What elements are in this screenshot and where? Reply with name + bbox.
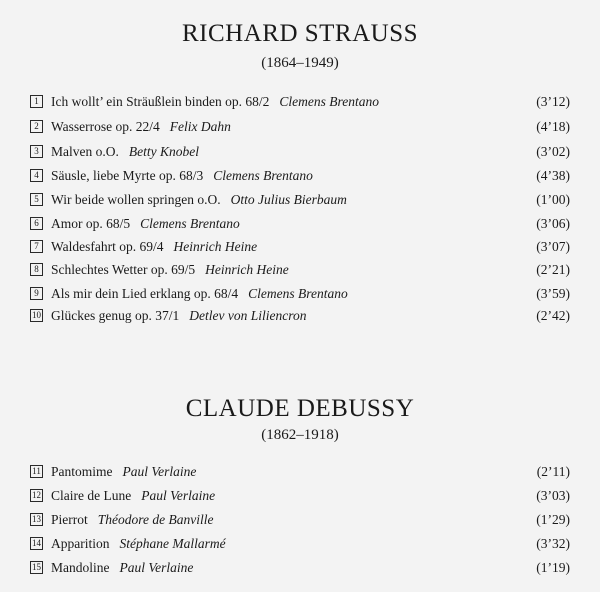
track-duration: (1’29) [536,512,570,527]
track-row [30,284,570,304]
track-number: 7 [30,240,43,253]
track-row [30,92,570,112]
track-duration: (3’32) [536,536,570,551]
track-title: Waldesfahrt op. 69/4 [51,239,164,254]
track-number: 3 [30,145,43,158]
track-row [30,558,570,578]
track-title: Apparition [51,536,110,551]
track-duration: (2’21) [536,262,570,277]
track-poet: Paul Verlaine [122,464,197,479]
track-row [30,462,570,482]
track-duration: (2’42) [536,308,570,323]
debussy-heading: CLAUDE DEBUSSY [185,395,415,422]
track-number: 6 [30,217,43,230]
track-duration: (4’18) [536,119,570,134]
track-number: 5 [30,193,43,206]
track-poet: Felix Dahn [169,119,231,134]
track-row [30,166,570,186]
strauss-heading: RICHARD STRAUSS [181,20,419,47]
track-row [30,117,570,137]
track-number: 11 [30,465,43,478]
strauss-dates: (1864–1949) [261,55,339,71]
track-duration: (3’07) [536,239,570,254]
track-duration: (1’19) [536,560,570,575]
track-poet: Clemens Brentano [279,94,379,109]
track-title: Wasserrose op. 22/4 [51,119,160,134]
track-row [30,260,570,280]
track-poet: Clemens Brentano [213,168,313,183]
track-title: Claire de Lune [51,488,132,503]
track-poet: Heinrich Heine [205,262,289,277]
track-poet: Otto Julius Bierbaum [230,192,347,207]
track-title: Wir beide wollen springen o.O. [51,192,221,207]
track-number: 9 [30,287,43,300]
track-title: Ich wollt’ ein Sträußlein binden op. 68/2 [51,94,270,109]
track-row [30,510,570,530]
track-title: Säusle, liebe Myrte op. 68/3 [51,168,204,183]
track-poet: Paul Verlaine [141,488,216,503]
track-poet: Clemens Brentano [248,286,348,301]
track-row [30,214,570,234]
track-poet: Stéphane Mallarmé [119,536,226,551]
track-row [30,237,570,257]
track-number: 4 [30,169,43,182]
track-poet: Detlev von Liliencron [189,308,307,323]
track-poet: Paul Verlaine [119,560,194,575]
track-number: 12 [32,490,41,500]
track-title: Pierrot [51,512,88,527]
track-row [30,486,570,506]
track-title: Amor op. 68/5 [51,216,131,231]
track-row [30,306,570,326]
track-poet: Clemens Brentano [140,216,240,231]
track-duration: (3’02) [536,144,570,159]
track-number: 13 [32,514,41,524]
track-duration: (4’38) [536,168,570,183]
track-number: 8 [30,263,43,276]
track-poet: Théodore de Banville [97,512,214,527]
track-duration: (1’00) [536,192,570,207]
track-number: 10 [32,310,41,320]
track-title: Schlechtes Wetter op. 69/5 [51,262,196,277]
track-title: Malven o.O. [51,144,119,159]
track-title: Als mir dein Lied erklang op. 68/4 [51,286,239,301]
track-poet: Heinrich Heine [173,239,258,254]
track-row [30,534,570,554]
track-number: 14 [32,538,41,548]
track-number: 2 [30,120,43,133]
track-duration: (2’11) [536,464,570,479]
track-duration: (3’03) [536,488,570,503]
track-row [30,190,570,210]
track-number: 15 [32,562,41,572]
track-poet: Betty Knobel [128,144,199,159]
track-duration: (3’12) [536,94,570,109]
track-row [30,142,570,162]
track-duration: (3’06) [536,216,570,231]
track-duration: (3’59) [536,286,570,301]
track-title: Glückes genug op. 37/1 [51,308,180,323]
track-number: 1 [30,95,43,108]
track-title: Mandoline [51,560,110,575]
track-title: Pantomime [51,464,113,479]
debussy-dates: (1862–1918) [261,427,339,443]
